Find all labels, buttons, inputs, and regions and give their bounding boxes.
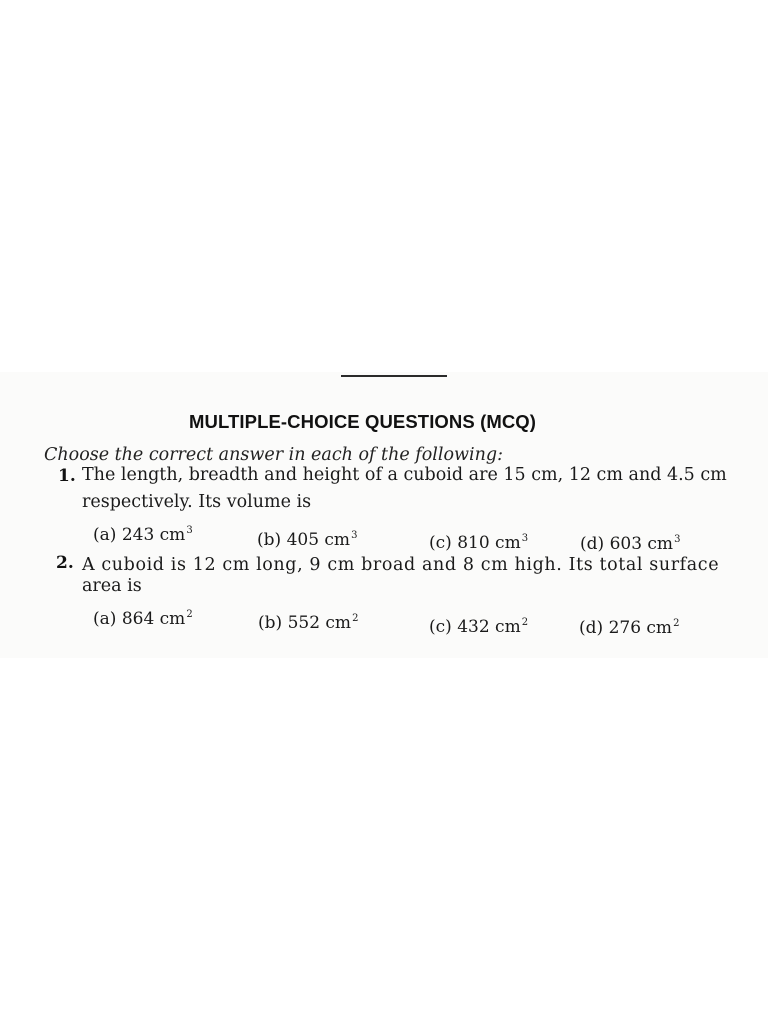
question-text-line-2: area is xyxy=(82,576,142,596)
option-label: (b) xyxy=(258,613,283,633)
option-label: (d) xyxy=(580,534,605,554)
option-d[interactable] xyxy=(579,618,679,638)
option-label: (d) xyxy=(579,618,604,638)
option-exponent: 2 xyxy=(521,617,529,628)
page-background-bottom xyxy=(0,658,768,1024)
option-exponent: 2 xyxy=(673,618,680,629)
option-value: 552 cm xyxy=(287,613,352,633)
option-label: (a) xyxy=(93,609,117,629)
option-value: 603 cm xyxy=(609,534,674,554)
option-exponent: 3 xyxy=(351,530,358,541)
option-exponent: 3 xyxy=(521,533,529,544)
question-text-line-1: The length, breadth and height of a cuboid are 15 cm, 12 cm and 4.5 cm xyxy=(82,465,727,485)
option-label: (b) xyxy=(257,530,282,550)
question-text-line-1: A cuboid is 12 cm long, 9 cm broad and 8 cm high. Its total surface xyxy=(82,555,720,575)
option-d[interactable] xyxy=(580,534,680,554)
section-title: MULTIPLE-CHOICE QUESTIONS (MCQ) xyxy=(189,411,537,432)
option-value: 432 cm xyxy=(457,617,521,637)
option-label: (c) xyxy=(429,617,452,637)
option-exponent: 3 xyxy=(674,534,681,545)
option-value: 810 cm xyxy=(457,533,521,553)
option-a[interactable] xyxy=(93,525,193,545)
option-exponent: 2 xyxy=(186,609,193,620)
option-value: 276 cm xyxy=(608,618,673,638)
question-number: 2. xyxy=(56,553,74,573)
option-b[interactable] xyxy=(257,530,357,550)
question-number: 1. xyxy=(58,466,76,486)
option-exponent: 2 xyxy=(352,613,359,624)
option-value: 243 cm xyxy=(121,525,186,545)
question-text-line-2: respectively. Its volume is xyxy=(82,492,312,512)
section-divider-rule xyxy=(341,375,447,377)
option-label: (c) xyxy=(429,533,452,553)
option-exponent: 3 xyxy=(186,525,193,536)
option-b[interactable] xyxy=(258,613,358,633)
option-label: (a) xyxy=(93,525,117,545)
page-background-top xyxy=(0,0,768,372)
instruction-text: Choose the correct answer in each of the following: xyxy=(44,445,503,465)
option-value: 864 cm xyxy=(121,609,186,629)
option-c[interactable] xyxy=(429,533,528,553)
option-a[interactable] xyxy=(93,609,193,629)
option-value: 405 cm xyxy=(286,530,351,550)
option-c[interactable] xyxy=(429,617,528,637)
